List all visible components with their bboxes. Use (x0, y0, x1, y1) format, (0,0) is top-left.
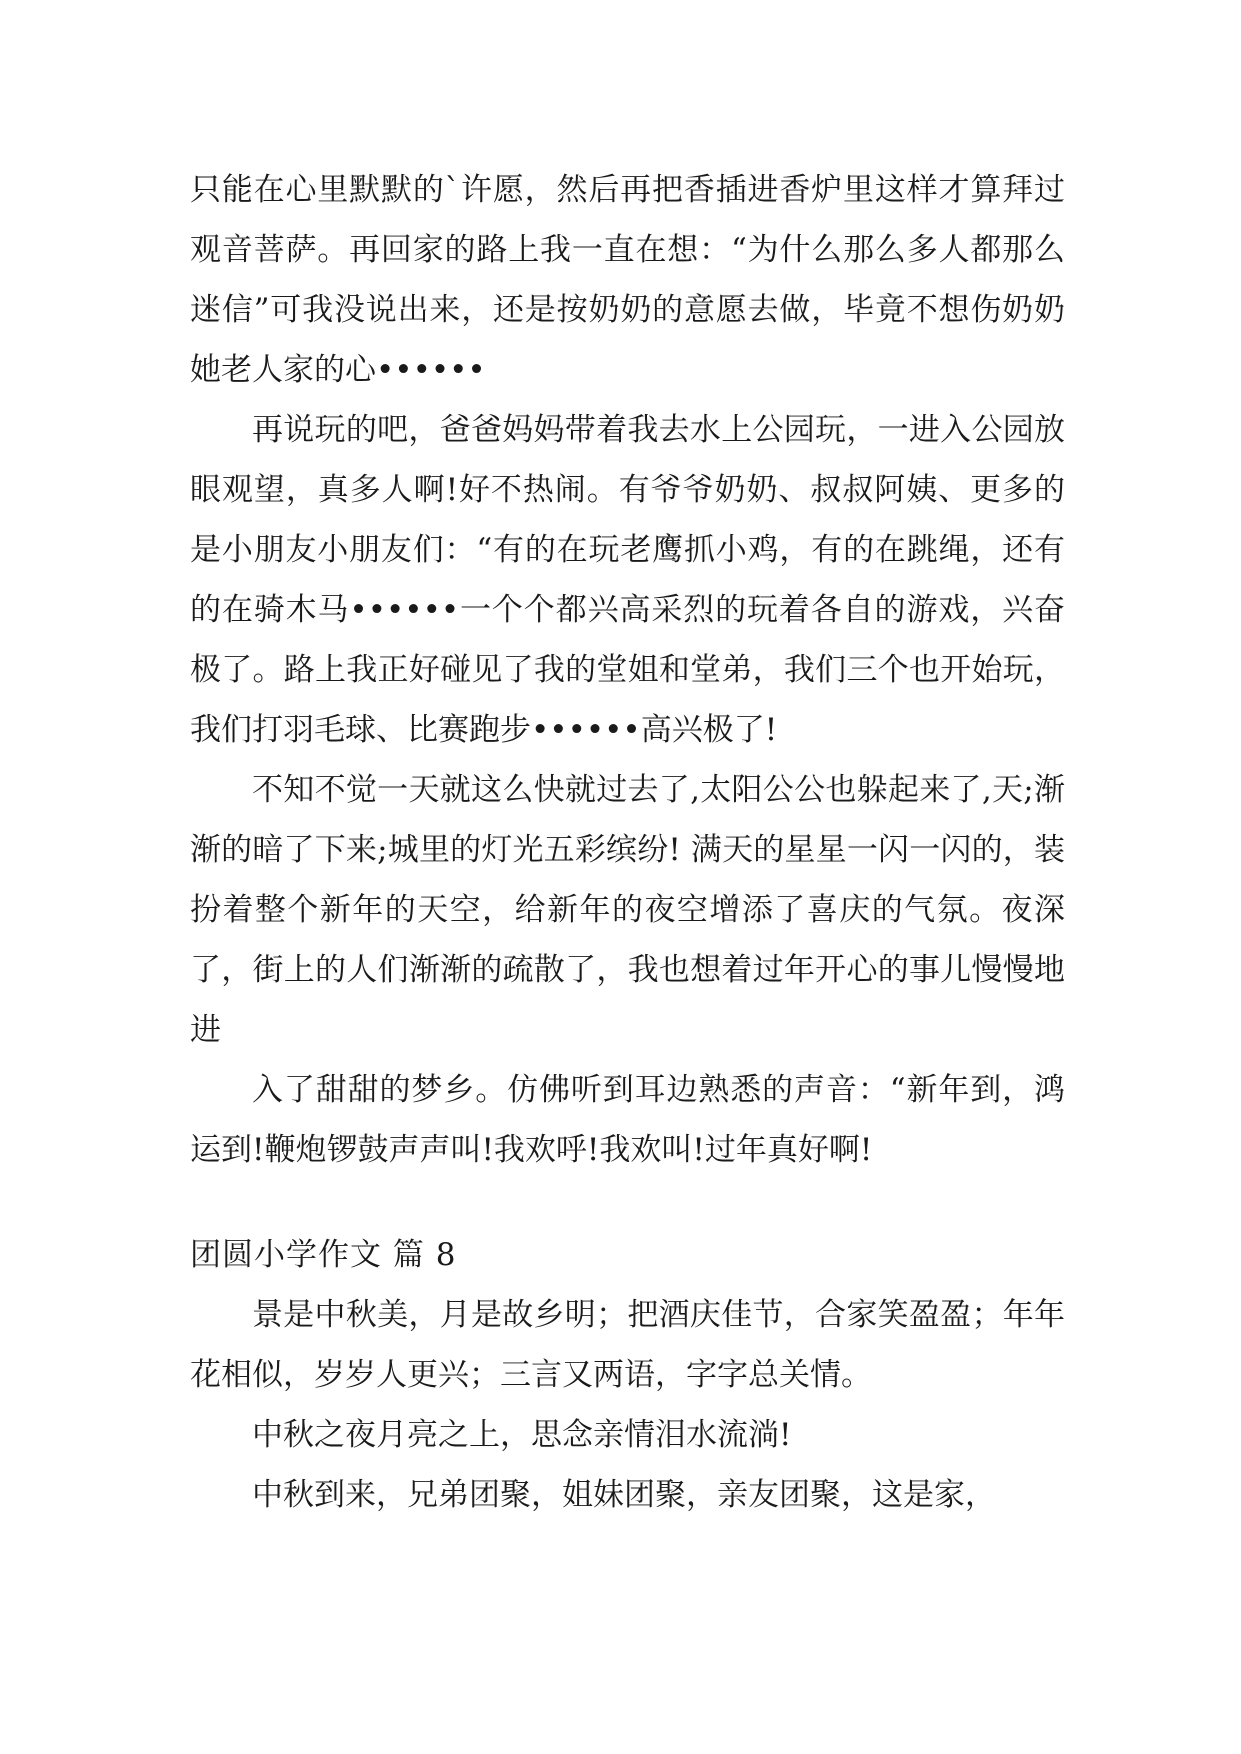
paragraph-park: 再说玩的吧，爸爸妈妈带着我去水上公园玩，一进入公园放眼观望，真多人啊!好不热闹。有爷爷奶奶、叔叔阿姨、更多的是小朋友小朋友们：“有的在玩老鹰抓小鸡，有的在跳绳，还有的在骑木马••••••一个个都兴高采烈的玩着各自的游戏，兴奋极了。路上我正好碰见了我的堂姐和堂弟，我们三个也开始玩，我们打羽毛球、比赛跑步••••••高兴极了! (190, 412, 1065, 748)
section-spacer (190, 1180, 1065, 1225)
paragraph-poem: 景是中秋美，月是故乡明；把酒庆佳节，合家笑盈盈；年年花相似，岁岁人更兴；三言又两语，字字总关情。 (190, 1297, 1065, 1393)
paragraph-night: 不知不觉一天就这么快就过去了,太阳公公也躲起来了,天;渐渐的暗了下来;城里的灯光五彩缤纷! 满天的星星一闪一闪的，装扮着整个新年的天空，给新年的夜空增添了喜庆的气氛。夜深了，街上的人们渐渐的疏散了，我也想着过年开心的事儿慢慢地进 (190, 772, 1065, 1048)
section-heading: 团圆小学作文 篇 8 (190, 1237, 457, 1273)
paragraph-dream: 入了甜甜的梦乡。仿佛听到耳边熟悉的声音：“新年到，鸿运到!鞭炮锣鼓声声叫!我欢呼!我欢叫!过年真好啊! (190, 1072, 1065, 1168)
document-page (190, 160, 1065, 1525)
paragraph-moon: 中秋之夜月亮之上，思念亲情泪水流淌! (252, 1417, 792, 1453)
paragraph-reunion: 中秋到来，兄弟团聚，姐妹团聚，亲友团聚，这是家， (252, 1477, 996, 1513)
paragraph-wish: 只能在心里默默的`许愿，然后再把香插进香炉里这样才算拜过观音菩萨。再回家的路上我一直在想：“为什么那么多人都那么迷信”可我没说出来，还是按奶奶的意愿去做，毕竟不想伤奶奶她老人家的心•••••• (190, 172, 1065, 388)
